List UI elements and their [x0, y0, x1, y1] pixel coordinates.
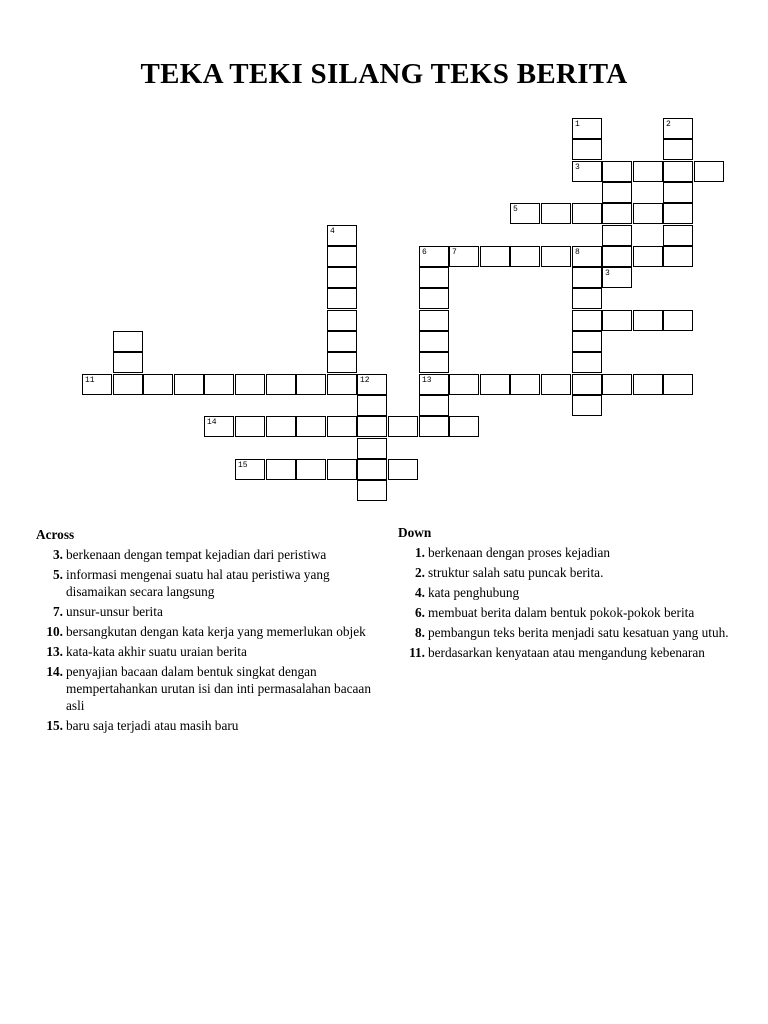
grid-cell[interactable] — [663, 118, 693, 139]
grid-cell[interactable] — [602, 182, 632, 203]
across-clue — [36, 643, 376, 660]
grid-cell[interactable] — [663, 203, 693, 224]
across-clue — [36, 663, 376, 714]
grid-cell[interactable] — [572, 246, 602, 267]
across-heading: Across — [36, 527, 75, 542]
grid-cell[interactable] — [663, 139, 693, 160]
grid-cell[interactable] — [235, 459, 265, 480]
clue-num: 2. — [415, 565, 425, 580]
grid-cell[interactable] — [572, 310, 602, 331]
grid-cell[interactable] — [235, 416, 265, 437]
grid-cell[interactable] — [327, 374, 357, 395]
grid-cell[interactable] — [296, 416, 326, 437]
clue-num: 10. — [46, 624, 63, 639]
grid-cell[interactable] — [449, 374, 479, 395]
clue-text: informasi mengenai suatu hal atau peristiwa yang disamaikan secara langsung — [66, 567, 330, 599]
grid-cell[interactable] — [327, 288, 357, 309]
clue-text: penyajian bacaan dalam bentuk singkat dengan mempertahankan urutan isi dan inti permasalahan bacaan asli — [66, 664, 371, 713]
grid-cell[interactable] — [357, 416, 387, 437]
grid-cell[interactable] — [633, 310, 663, 331]
grid-cell[interactable] — [510, 203, 540, 224]
across-clue — [36, 623, 376, 640]
down-clue — [398, 544, 738, 561]
grid-cell[interactable] — [633, 246, 663, 267]
clue-text: baru saja terjadi atau masih baru — [66, 718, 239, 733]
grid-cell[interactable] — [449, 416, 479, 437]
grid-cell[interactable] — [327, 246, 357, 267]
grid-cell[interactable] — [296, 459, 326, 480]
grid-cell[interactable] — [602, 374, 632, 395]
grid-cell[interactable] — [419, 374, 449, 395]
clue-text: berkenaan dengan tempat kejadian dari peristiwa — [66, 547, 327, 562]
grid-cell[interactable] — [419, 395, 449, 416]
grid-cell[interactable] — [572, 288, 602, 309]
clue-num: 14. — [46, 664, 63, 679]
grid-cell[interactable] — [357, 438, 387, 459]
down-clue — [398, 564, 738, 581]
clue-num: 8. — [415, 625, 425, 640]
grid-cell[interactable] — [663, 246, 693, 267]
down-list — [398, 544, 738, 661]
clue-text: kata penghubung — [428, 585, 520, 600]
grid-cell[interactable] — [663, 225, 693, 246]
grid-cell[interactable] — [113, 331, 143, 352]
grid-cell[interactable] — [633, 374, 663, 395]
clue-text: pembangun teks berita menjadi satu kesatuan yang utuh. — [428, 625, 729, 640]
grid-cell[interactable] — [113, 352, 143, 373]
grid-cell[interactable] — [327, 310, 357, 331]
down-heading: Down — [398, 525, 432, 540]
down-clues — [398, 524, 738, 664]
grid-cell[interactable] — [572, 267, 602, 288]
clue-number: 12 — [360, 376, 370, 385]
grid-cell[interactable] — [357, 480, 387, 501]
grid-cell[interactable] — [419, 416, 449, 437]
grid-cell[interactable] — [663, 310, 693, 331]
grid-cell[interactable] — [419, 246, 449, 267]
grid-cell[interactable] — [419, 288, 449, 309]
grid-cell[interactable] — [572, 374, 602, 395]
across-clues — [36, 526, 376, 737]
grid-cell[interactable] — [174, 374, 204, 395]
clue-num: 1. — [415, 545, 425, 560]
grid-cell[interactable] — [572, 118, 602, 139]
page-title: TEKA TEKI SILANG TEKS BERITA — [140, 58, 628, 90]
grid-cell[interactable] — [633, 161, 663, 182]
grid-cell[interactable] — [602, 246, 632, 267]
clue-num: 6. — [415, 605, 425, 620]
grid-cell[interactable] — [204, 374, 234, 395]
grid-cell[interactable] — [357, 459, 387, 480]
grid-cell[interactable] — [327, 331, 357, 352]
clue-number: 4 — [330, 227, 335, 236]
grid-cell[interactable] — [572, 352, 602, 373]
grid-cell[interactable] — [572, 331, 602, 352]
clue-text: struktur salah satu puncak berita. — [428, 565, 604, 580]
grid-cell[interactable] — [480, 374, 510, 395]
down-clue — [398, 584, 738, 601]
grid-cell[interactable] — [602, 310, 632, 331]
grid-cell[interactable] — [327, 352, 357, 373]
clue-number: 14 — [207, 418, 217, 427]
clue-number: 5 — [513, 205, 518, 214]
grid-cell[interactable] — [419, 267, 449, 288]
clue-text: berdasarkan kenyataan atau mengandung kebenaran — [428, 645, 705, 660]
clue-text: bersangkutan dengan kata kerja yang memerlukan objek — [66, 624, 366, 639]
clue-num: 7. — [53, 604, 63, 619]
grid-cell[interactable] — [419, 331, 449, 352]
grid-cell[interactable] — [541, 203, 571, 224]
clue-number: 6 — [422, 248, 427, 257]
grid-cell[interactable] — [113, 374, 143, 395]
grid-cell[interactable] — [266, 374, 296, 395]
grid-cell[interactable] — [357, 374, 387, 395]
grid-cell[interactable] — [480, 246, 510, 267]
down-clue — [398, 624, 738, 641]
down-clue — [398, 644, 738, 661]
grid-cell[interactable] — [143, 374, 173, 395]
grid-cell[interactable] — [327, 416, 357, 437]
across-clue — [36, 546, 376, 563]
clue-num: 11. — [409, 645, 425, 660]
across-clue — [36, 603, 376, 620]
across-clue — [36, 717, 376, 734]
clue-text: unsur-unsur berita — [66, 604, 163, 619]
grid-cell[interactable] — [327, 459, 357, 480]
clue-number: 3 — [575, 163, 580, 172]
clue-number: 1 — [575, 120, 580, 129]
clue-num: 4. — [415, 585, 425, 600]
grid-cell[interactable] — [572, 161, 602, 182]
grid-cell[interactable] — [572, 139, 602, 160]
clue-num: 15. — [46, 718, 63, 733]
clue-number: 8 — [575, 248, 580, 257]
clue-number: 13 — [422, 376, 432, 385]
clue-text: berkenaan dengan proses kejadian — [428, 545, 611, 560]
clue-num: 3. — [53, 547, 63, 562]
grid-cell[interactable] — [663, 182, 693, 203]
grid-cell[interactable] — [572, 395, 602, 416]
grid-cell[interactable] — [419, 310, 449, 331]
clue-number: 2 — [666, 120, 671, 129]
grid-cell[interactable] — [82, 374, 112, 395]
grid-cell[interactable] — [602, 267, 632, 288]
grid-cell[interactable] — [388, 416, 418, 437]
grid-cell[interactable] — [572, 203, 602, 224]
grid-cell[interactable] — [449, 246, 479, 267]
grid-cell[interactable] — [602, 203, 632, 224]
down-clue — [398, 604, 738, 621]
clue-number: 7 — [452, 248, 457, 257]
grid-cell[interactable] — [327, 267, 357, 288]
grid-cell[interactable] — [266, 459, 296, 480]
grid-cell[interactable] — [602, 161, 632, 182]
grid-cell[interactable] — [633, 203, 663, 224]
grid-cell[interactable] — [296, 374, 326, 395]
grid-cell[interactable] — [204, 416, 234, 437]
across-list — [36, 546, 376, 734]
clue-text: kata-kata akhir suatu uraian berita — [66, 644, 247, 659]
grid-cell[interactable] — [694, 161, 724, 182]
grid-cell[interactable] — [266, 416, 296, 437]
grid-cell[interactable] — [663, 161, 693, 182]
clue-text: membuat berita dalam bentuk pokok-pokok berita — [428, 605, 695, 620]
grid-cell[interactable] — [541, 246, 571, 267]
grid-cell[interactable] — [327, 225, 357, 246]
clue-number: 11 — [85, 376, 95, 385]
grid-cell[interactable] — [388, 459, 418, 480]
clue-num: 5. — [53, 567, 63, 582]
grid-cell[interactable] — [541, 374, 571, 395]
grid-cell[interactable] — [357, 395, 387, 416]
grid-cell[interactable] — [602, 225, 632, 246]
grid-cell[interactable] — [510, 374, 540, 395]
grid-cell[interactable] — [663, 374, 693, 395]
clue-num: 13. — [46, 644, 63, 659]
grid-cell[interactable] — [419, 352, 449, 373]
across-clue — [36, 566, 376, 600]
clue-number: 3 — [605, 269, 610, 278]
clue-number: 15 — [238, 461, 248, 470]
grid-cell[interactable] — [235, 374, 265, 395]
grid-cell[interactable] — [510, 246, 540, 267]
